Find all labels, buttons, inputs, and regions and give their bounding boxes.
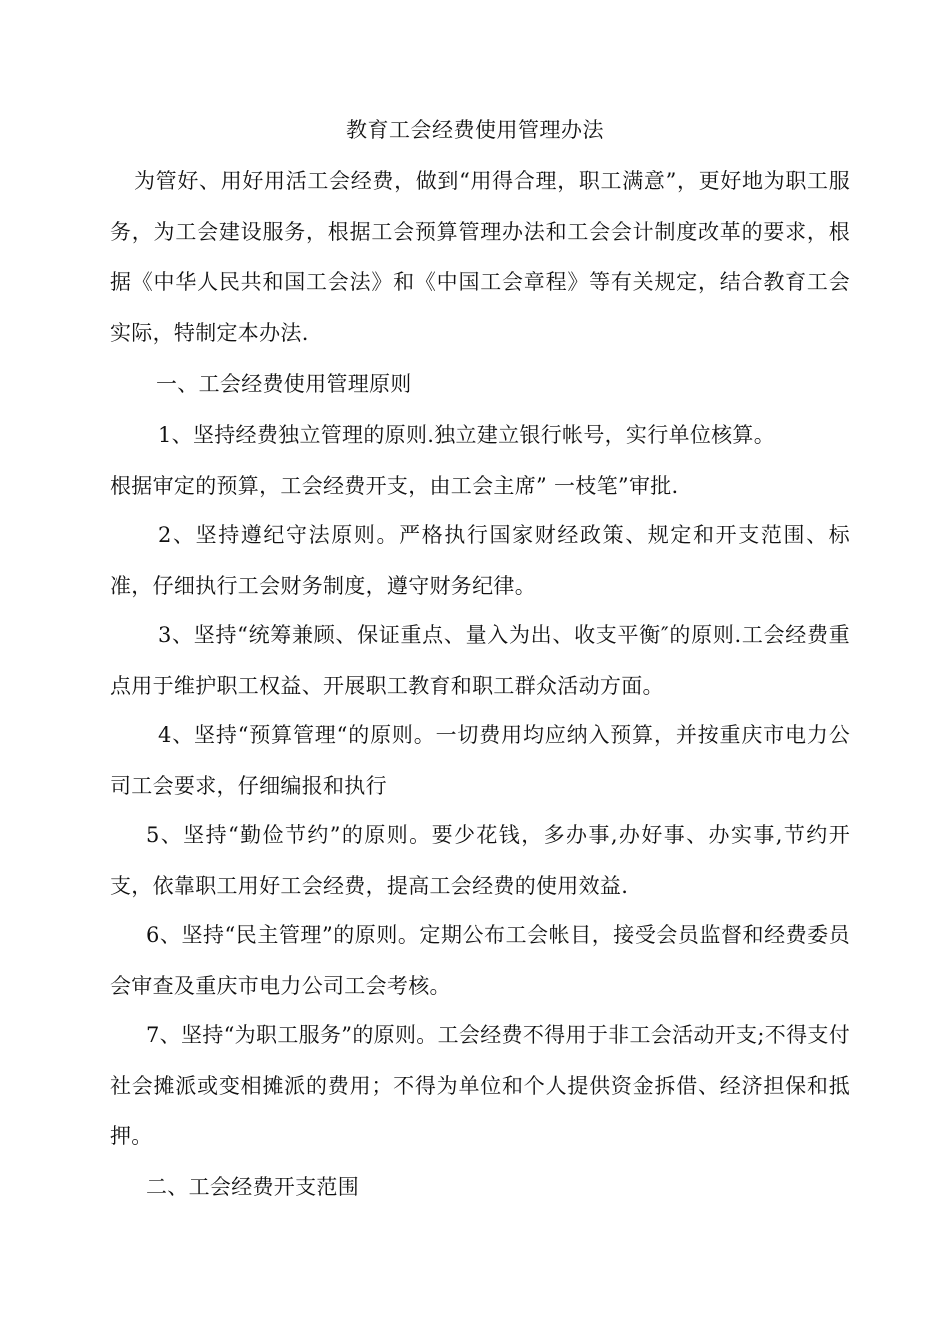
principle-item-1-line-2: 根据审定的预算，工会经费开支，由工会主席” 一枝笔”审批. [110,473,679,498]
principle-item-4: 4、坚持“预算管理“的原则。一切费用均应纳入预算，并按重庆市电力公司工会要求，仔细编报和执行 [110,723,850,798]
principle-item-1-line-1: 1、坚持经费独立管理的原则.独立建立银行帐号，实行单位核算。 [158,423,776,447]
principle-item-5: 5、坚持“勤俭节约”的原则。要少花钱，多办事,办好事、办实事,节约开支，依靠职工用好工会经费，提高工会经费的使用效益. [110,823,850,898]
principle-item-1 [110,410,850,511]
intro-paragraph: 为管好、用好用活工会经费，做到“用得合理，职工满意”，更好地为职工服务，为工会建设服务，根据工会预算管理办法和工会会计制度改革的要求，根据《中华人民共和国工会法》和《中国工会章程》等有关规定，结合教育工会实际，特制定本办法. [110,169,850,345]
section-heading-scope: 二、工会经费开支范围 [146,1175,359,1199]
principle-item-6: 6、坚持“民主管理”的原则。定期公布工会帐目，接受会员监督和经费委员会审查及重庆市电力公司工会考核。 [110,923,850,998]
principle-item-2: 2、坚持遵纪守法原则。严格执行国家财经政策、规定和开支范围、标准，仔细执行工会财务制度，遵守财务纪律。 [110,523,850,598]
section-heading-principles: 一、工会经费使用管理原则 [156,372,412,396]
principle-item-3: 3、坚持“统筹兼顾、保证重点、量入为出、收支平衡″的原则.工会经费重点用于维护职工权益、开展职工教育和职工群众活动方面。 [110,623,850,698]
principle-item-7: 7、坚持“为职工服务”的原则。工会经费不得用于非工会活动开支;不得支付社会摊派或变相摊派的费用；不得为单位和个人提供资金拆借、经济担保和抵押。 [110,1023,850,1148]
document-title: 教育工会经费使用管理办法 [346,118,604,142]
